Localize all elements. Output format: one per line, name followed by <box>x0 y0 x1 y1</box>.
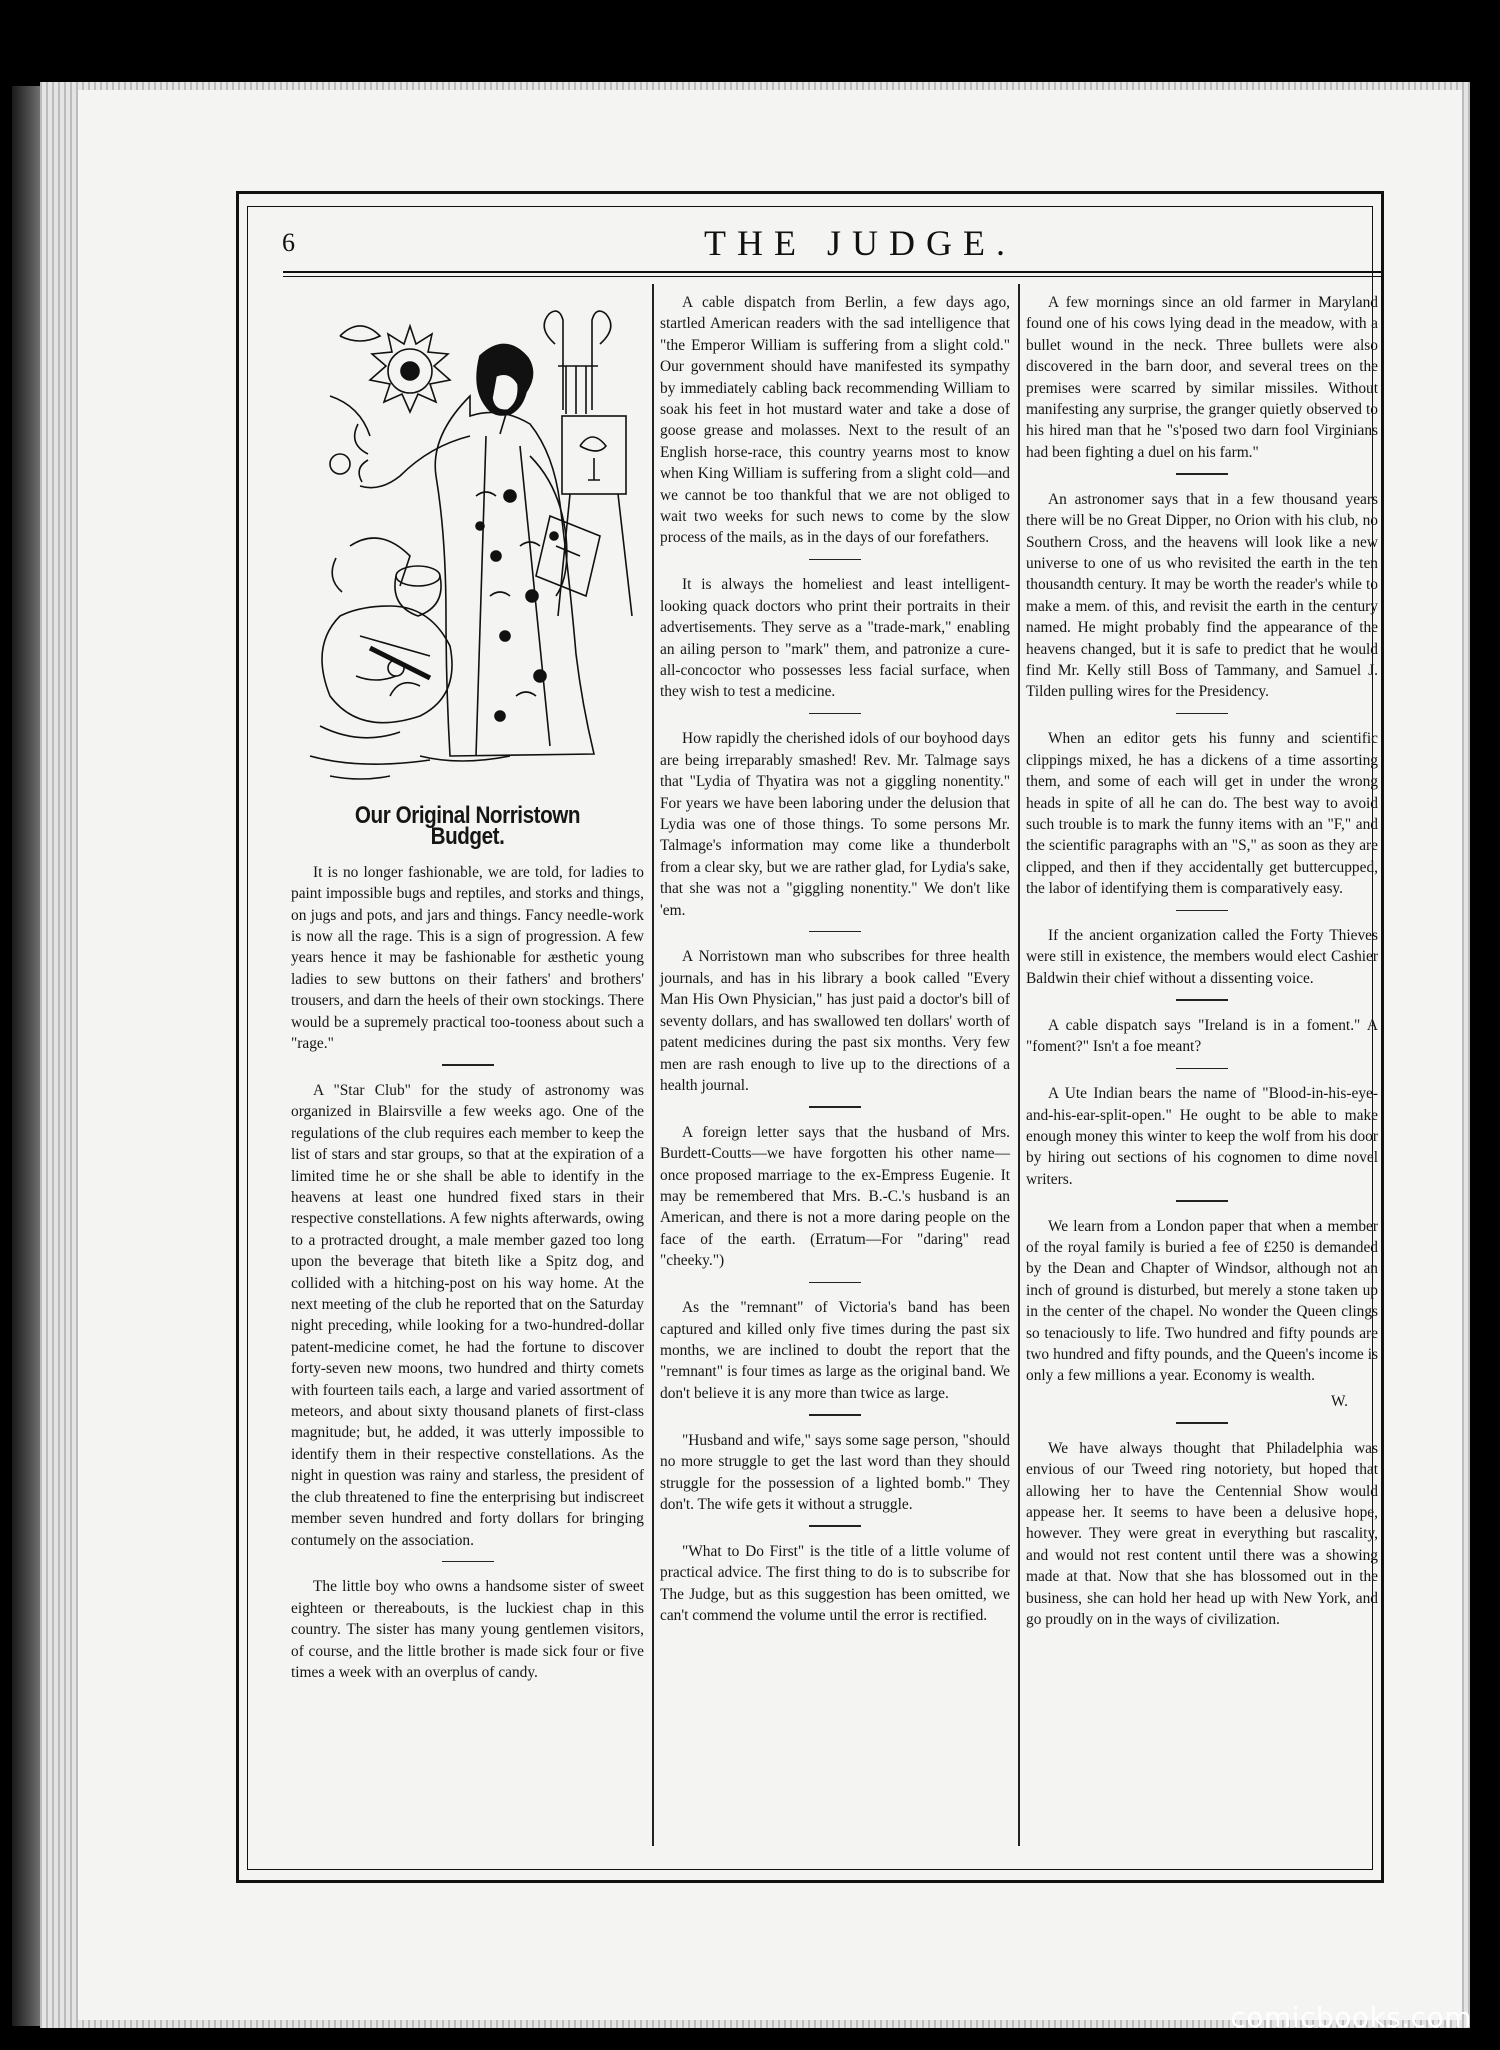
column-divider-1 <box>652 284 654 1846</box>
article-paragraph: We learn from a London paper that when a member of the royal family is buried a fee of £250 is demanded by the Dean and Chapter of Windsor, although not an inch of ground is disturbed, but merely a stone taken up in the center of the chapel. No wonder the Queen clings so tenaciously to life. Two hundred and fifty pounds are two hundred and fifty pounds, and the Queen's income is only a few millions a year. Economy is wealth. <box>1026 1217 1378 1385</box>
separator-rule <box>1176 1422 1228 1424</box>
separator-rule <box>809 931 861 933</box>
header-rule-thin <box>283 276 1383 277</box>
separator-rule <box>809 559 861 561</box>
article-paragraph: A few mornings since an old farmer in Maryland found one of his cows lying dead in the meadow, with a bullet wound in the neck. Three bullets were also discovered in the barn door, and several trees on the premises were scarred by similar missiles. Without manifesting any surprise, the granger quietly observed to his hired man that he "s'posed two darn fool Virginians had been fighting a duel on his farm." <box>1026 294 1378 461</box>
article-paragraph: We have always thought that Philadelphia was envious of our Tweed ring notoriety, but hoped that allowing her to have the Centennial Show would appease her. It seems to have been a delusive hope, however. They were great in everything but rascality, and would not rest content until there was a showing made at that. Now that she has blossomed out in the business, she can hold her head up with New York, and go proudly on in the ways of civilization. <box>1026 1439 1378 1629</box>
article-paragraph: "What to Do First" is the title of a little volume of practical advice. The first thing to do is to subscribe for The Judge, but as this suggestion has been omitted, we can't commend the volume until the error is rectified. <box>660 1542 1010 1625</box>
separator-rule <box>809 1282 861 1284</box>
column-2 <box>660 292 1010 1634</box>
column-1 <box>291 802 644 1691</box>
aesthetic-lady-illustration <box>300 296 645 796</box>
article-paragraph: How rapidly the cherished idols of our boyhood days are being irreparably smashed! Rev. Mr. Talmage says that "Lydia of Thyatira was not a giggling nonentity." For years we have been laboring under the delusion that Lydia was one of those things. To some persons Mr. Talmage's information may come like a thunderbolt from a clear sky, but we are rather glad, for Lydia's sake, that she was not a "giggling nonentity." We don't like 'em. <box>660 730 1010 919</box>
separator-rule <box>1176 999 1228 1001</box>
column-divider-2 <box>1018 284 1020 1846</box>
article-paragraph: If the ancient organization called the Forty Thieves were still in existence, the members would elect Cashier Baldwin their chief without a dissenting voice. <box>1026 927 1378 987</box>
separator-rule <box>1176 473 1228 475</box>
article-paragraph: A "Star Club" for the study of astronomy was organized in Blairsville a few weeks ago. One of the regulations of the club requires each member to keep the list of stars and star groups, so that at the expiration of a limited time he or she shall be able to identify in the heavens at least one hundred fixed stars in their respective constellations. A few nights afterwards, owing to a protracted drought, a male member gazed too long upon the beverage that biteth like a Spitz dog, and collided with a hitching-post on his way home. At the next meeting of the club he reported that on the Saturday night preceding, while looking for a two-hundred-dollar patent-medicine comet, he had the fortune to discover forty-seven new moons, two hundred and thirty comets with fourteen tails each, a large and varied assortment of meteors, and about sixty thousand planets of first-class magnitude; but, he added, it was utterly impossible to identify them in their respective constellations. As the night in question was rainy and starless, the president of the club threatened to fine the enterprising but indiscreet member seven hundred and forty dollars for bringing contumely on the association. <box>291 1081 644 1549</box>
separator-rule <box>1176 1200 1228 1202</box>
page-number: 6 <box>282 228 295 257</box>
article-paragraph: An astronomer says that in a few thousand years there will be no Great Dipper, no Orion with his club, no Southern Cross, and the heavens will look like a new universe to one of us who revisited the earth in the ten thousandth century. It may be worth the reader's while to make a mem. of this, and revisit the earth in the century named. He might probably find the appearance of the heavens changed, but it is safe to predict that he would find Mr. Kelly still Boss of Tammany, and Samuel J. Tilden pulling wires for the Presidency. <box>1026 490 1378 701</box>
site-watermark: comicbooks.com <box>1230 2001 1472 2034</box>
article-paragraph: It is no longer fashionable, we are told, for ladies to paint impossible bugs and reptiles, and storks and things, on jugs and pots, and jars and things. Fancy needle-work is now all the rage. This is a sign of progression. A few years hence it may be fashionable for æsthetic young ladies to sew buttons on their fathers' and brothers' trousers, and darn the heels of their own stockings. There would be a supremely practical too-tooness about such a "rage." <box>291 863 644 1053</box>
article-paragraph: As the "remnant" of Victoria's band has been captured and killed only five times during the past six months, we are inclined to doubt the report that the "remnant" is four times as large as the original band. We don't believe it is any more than twice as large. <box>660 1299 1010 1402</box>
article-paragraph: A Ute Indian bears the name of "Blood-in-his-eye-and-his-ear-split-open." He ought to be able to make enough money this winter to keep the wolf from his door by hiring out sections of his cognomen to dime novel writers. <box>1026 1085 1378 1188</box>
article-paragraph: When an editor gets his funny and scientific clippings mixed, he has a dickens of a time assorting them, and some of each will get in under the wrong heads in spite of all he can do. The best way to avoid such trouble is to mark the funny items with an "F," and the scientific paragraphs with an "S," as soon as they are clipped, and then if they accidentally get buttercupped, the labor of identifying them is comparatively easy. <box>1026 730 1378 898</box>
article-paragraph: A foreign letter says that the husband of Mrs. Burdett-Coutts—we have forgotten his other name—once proposed marriage to the ex-Empress Eugenie. It may be remembered that Mrs. B.-C.'s husband is an American, and there is not a more daring people on the face of the earth. (Erratum—For "daring" read "cheeky.") <box>660 1123 1010 1270</box>
article-paragraph: A cable dispatch from Berlin, a few days ago, startled American readers with the sad intelligence that "the Emperor William is suffering from a slight cold." Our government should have manifested its sympathy by immediately cabling back recommending William to soak his feet in hot mustard water and take a dose of goose grease and molasses. Next to the result of an English horse-race, this country yearns most to know when King William is suffering from a slight cold—and we cannot be too thankful that we are not obliged to wait two weeks for such news to come by the slow process of the mails, as in the days of our forefathers. <box>660 294 1010 547</box>
masthead-title: THE JUDGE. <box>704 223 1016 263</box>
separator-rule <box>442 1064 494 1066</box>
separator-rule <box>809 713 861 715</box>
header-rule <box>283 271 1383 273</box>
article-paragraph: The little boy who owns a handsome sister of sweet eighteen or thereabouts, is the luckiest chap in this country. The sister has many young gentlemen visitors, of course, and the little brother is made sick four or five times a week with an overplus of candy. <box>291 1578 644 1682</box>
article-title: Our Original Norristown Budget. <box>354 802 581 851</box>
separator-rule <box>442 1561 494 1563</box>
separator-rule <box>1176 1068 1228 1070</box>
column-3 <box>1026 292 1378 1638</box>
separator-rule <box>809 1414 861 1416</box>
separator-rule <box>1176 713 1228 715</box>
article-paragraph: A cable dispatch says "Ireland is in a foment." A "foment?" Isn't a foe meant? <box>1026 1016 1378 1056</box>
article-paragraph: It is always the homeliest and least intelligent-looking quack doctors who print their portraits in their advertisements. They serve as a "trade-mark," enabling an ailing person to "mark" them, and patronize a cure-all-concoctor who possesses less facial surface, when they wish to test a medicine. <box>660 576 1010 701</box>
author-signature: W. <box>1331 1392 1348 1410</box>
article-paragraph: "Husband and wife," says some sage person, "should no more struggle to get the last word than they should struggle for the possession of a lighted bomb." They don't. The wife gets it without a struggle. <box>660 1431 1010 1513</box>
separator-rule <box>809 1525 861 1527</box>
separator-rule <box>1176 910 1228 912</box>
article-paragraph: A Norristown man who subscribes for three health journals, and has in his library a book called "Every Man His Own Physician," has just paid a doctor's bill of seventy dollars, and has swallowed ten dollars' worth of patent medicines during the past six months. Very few men are rash enough to live up to the directions of a health journal. <box>660 948 1010 1094</box>
separator-rule <box>809 1106 861 1108</box>
